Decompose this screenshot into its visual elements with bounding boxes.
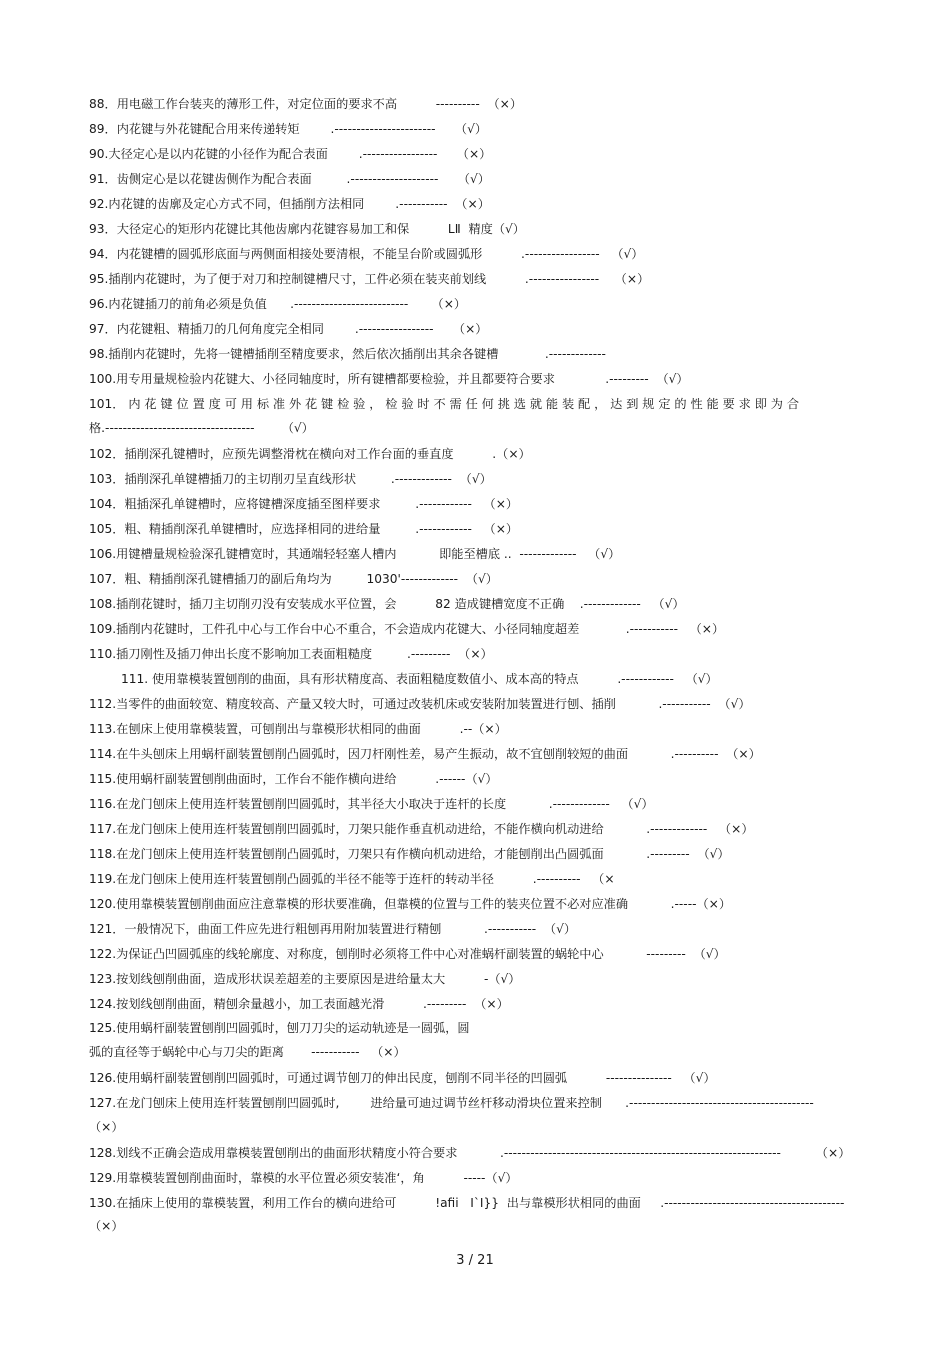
question-101-continuation: 格.---------------------------------- （√）	[89, 421, 314, 435]
question-89: 89．内花键与外花键配合用来传递转矩 .----------------------- （√）	[89, 122, 488, 136]
question-125: 125.使用蜗杆副装置刨削凹圆弧时，刨刀刀尖的运动轨迹是一圆弧，圆	[89, 1021, 470, 1035]
question-103: 103．插削深孔单键槽插刀的主切削刃呈直线形状 .------------- （√）	[89, 472, 492, 486]
question-124: 124.按划线刨削曲面，精刨余量越小，加工表面越光滑 .--------- （×）	[89, 997, 509, 1011]
question-123: 123.按划线刨削曲面，造成形状误差超差的主要原因是进给量太大 -（√）	[89, 972, 521, 986]
question-107: 107．粗、精插削深孔键槽插刀的副后角均为 1030'------------- （√）	[89, 572, 498, 586]
question-93: 93．大径定心的矩形内花键比其他齿廓内花键容易加工和保 LⅡ 精度（√）	[89, 222, 525, 236]
question-102: 102．插削深孔键槽时，应预先调整滑枕在横向对工作台面的垂直度 .（×）	[89, 447, 531, 461]
question-127: 127.在龙门刨床上使用连杆装置刨削凹圆弧时, 进给量可迪过调节丝杆移动滑块位置来控制 .------------------------------------------	[89, 1096, 814, 1110]
question-130: 130.在插床上使用的靠模装置，利用工作台的横向进给可 !afii I`I}} 出与靠模形状相同的曲面 .-----------------------------------------	[89, 1196, 845, 1210]
question-115: 115.使用蜗杆副装置刨削曲面时，工作台不能作横向进给 .------（√）	[89, 772, 498, 786]
question-109: 109.插削内花键时，工件孔中心与工作台中心不重合，不会造成内花键大、小径同轴度超差 .----------- （×）	[89, 622, 725, 636]
question-108: 108.插削花键时，插刀主切削刃没有安装成水平位置，会 82 造成键槽宽度不正确 .------------- （√）	[89, 597, 685, 611]
question-104: 104．粗插深孔单键槽时，应将键槽深度插至图样要求 .------------ （×）	[89, 497, 519, 511]
question-88: 88．用电磁工作台装夹的薄形工件，对定位面的要求不高 ---------- （×）	[89, 97, 523, 111]
page-number: 3 / 21	[456, 1253, 494, 1268]
question-126: 126.使用蜗杆副装置刨削凹圆弧时，可通过调节刨刀的伸出民度，刨削不同半径的凹圆弧 --------------- （√）	[89, 1071, 716, 1085]
question-121: 121．一般情况下，曲面工件应先进行粗刨再用附加装置进行精刨 .----------- （√）	[89, 922, 577, 936]
question-120: 120.使用靠模装置刨削曲面应注意靠模的形状要准确，但靠模的位置与工件的装夹位置不必对应准确 .-----（×）	[89, 897, 732, 911]
question-129: 129.用靠模装置刨削曲面时，靠模的水平位置必须安装准‘，角 -----（√）	[89, 1171, 518, 1185]
question-125-continuation: 弧的直径等于蜗轮中心与刀尖的距离 ----------- （×）	[89, 1045, 406, 1059]
question-91: 91．齿侧定心是以花键齿侧作为配合表面 .-------------------- （√）	[89, 172, 490, 186]
question-101: 101． 内 花 键 位 置 度 可 用 标 准 外 花 键 检 验 ， 检 验 时 不 需 任 何 挑 选 就 能 装 配 ， 达 到 规 定 的 性 能 要 求 即 为 合	[89, 397, 800, 411]
question-112: 112.当零件的曲面较宽、精度较高、产量又较大时，可通过改装机床或安装附加装置进行刨、插削 .----------- （√）	[89, 697, 751, 711]
question-92: 92.内花键的齿廓及定心方式不同，但插削方法相同 .----------- （×）	[89, 197, 490, 211]
question-128: 128.划线不正确会造成用靠模装置刨削出的曲面形状精度小符合要求 .--------------------------------------------------------------- （×）	[89, 1146, 851, 1160]
question-117: 117.在龙门刨床上使用连杆装置刨削凹圆弧时，刀架只能作垂直机动进给，不能作横向机动进给 .------------- （×）	[89, 822, 754, 836]
question-105: 105．粗、精插削深孔单键槽时，应选择相同的进给量 .------------ （×）	[89, 522, 519, 536]
question-106: 106.用键槽量规检验深孔键槽宽时，其通端轻轻塞人槽内 即能至槽底 .. ------------- （√）	[89, 547, 621, 561]
question-98: 98.插削内花键时，先将一键槽插削至精度要求，然后依次插削出其余各键槽 .-------------	[89, 347, 606, 361]
question-90: 90.大径定心是以内花键的小径作为配合表面 .----------------- （×）	[89, 147, 492, 161]
question-118: 118.在龙门刨床上使用连杆装置刨削凸圆弧时，刀架只有作横向机动进给，才能刨削出凸圆弧面 .--------- （√）	[89, 847, 730, 861]
question-97: 97．内花键粗、精插刀的几何角度完全相同 .----------------- （×）	[89, 322, 488, 336]
question-113: 113.在刨床上使用靠模装置，可刨削出与靠模形状相同的曲面 .--（×）	[89, 722, 507, 736]
question-96: 96.内花键插刀的前角必须是负值 .-------------------------- （×）	[89, 297, 467, 311]
question-127-answer: （×）	[89, 1120, 124, 1134]
question-94: 94．内花键槽的圆弧形底面与两侧面相接处要清根，不能呈台阶或圆弧形 .----------------- （√）	[89, 247, 644, 261]
question-122: 122.为保证凸凹圆弧座的线轮廓度、对称度，刨削时必须将工件中心对准蜗杆副装置的蜗轮中心 --------- （√）	[89, 947, 726, 961]
question-110: 110.插刀刚性及插刀伸出长度不影响加工表面粗糙度 .--------- （×）	[89, 647, 493, 661]
question-95: 95.插削内花键时，为了便于对刀和控制键槽尺寸，工件必须在装夹前划线 .---------------- （×）	[89, 272, 650, 286]
question-100: 100.用专用量规检验内花键大、小径同轴度时，所有键槽都要检验，并且都要符合要求 .--------- （√）	[89, 372, 689, 386]
question-119: 119.在龙门刨床上使用连杆装置刨削凸圆弧的半径不能等于连杆的转动半径 .---------- （×	[89, 872, 615, 886]
question-116: 116.在龙门刨床上使用连杆装置刨削凹圆弧时，其半径大小取决于连杆的长度 .------------- （√）	[89, 797, 654, 811]
question-130-answer: （×）	[89, 1219, 124, 1233]
question-114: 114.在牛头刨床上用蜗杆副装置刨削凸圆弧时，因刀杆刚性差，易产生振动，故不宜刨削较短的曲面 .---------- （×）	[89, 747, 761, 761]
question-111: 111. 使用靠模装置刨削的曲面，具有形状精度高、表面粗糙度数值小、成本高的特点 .------------ （√）	[121, 672, 718, 686]
